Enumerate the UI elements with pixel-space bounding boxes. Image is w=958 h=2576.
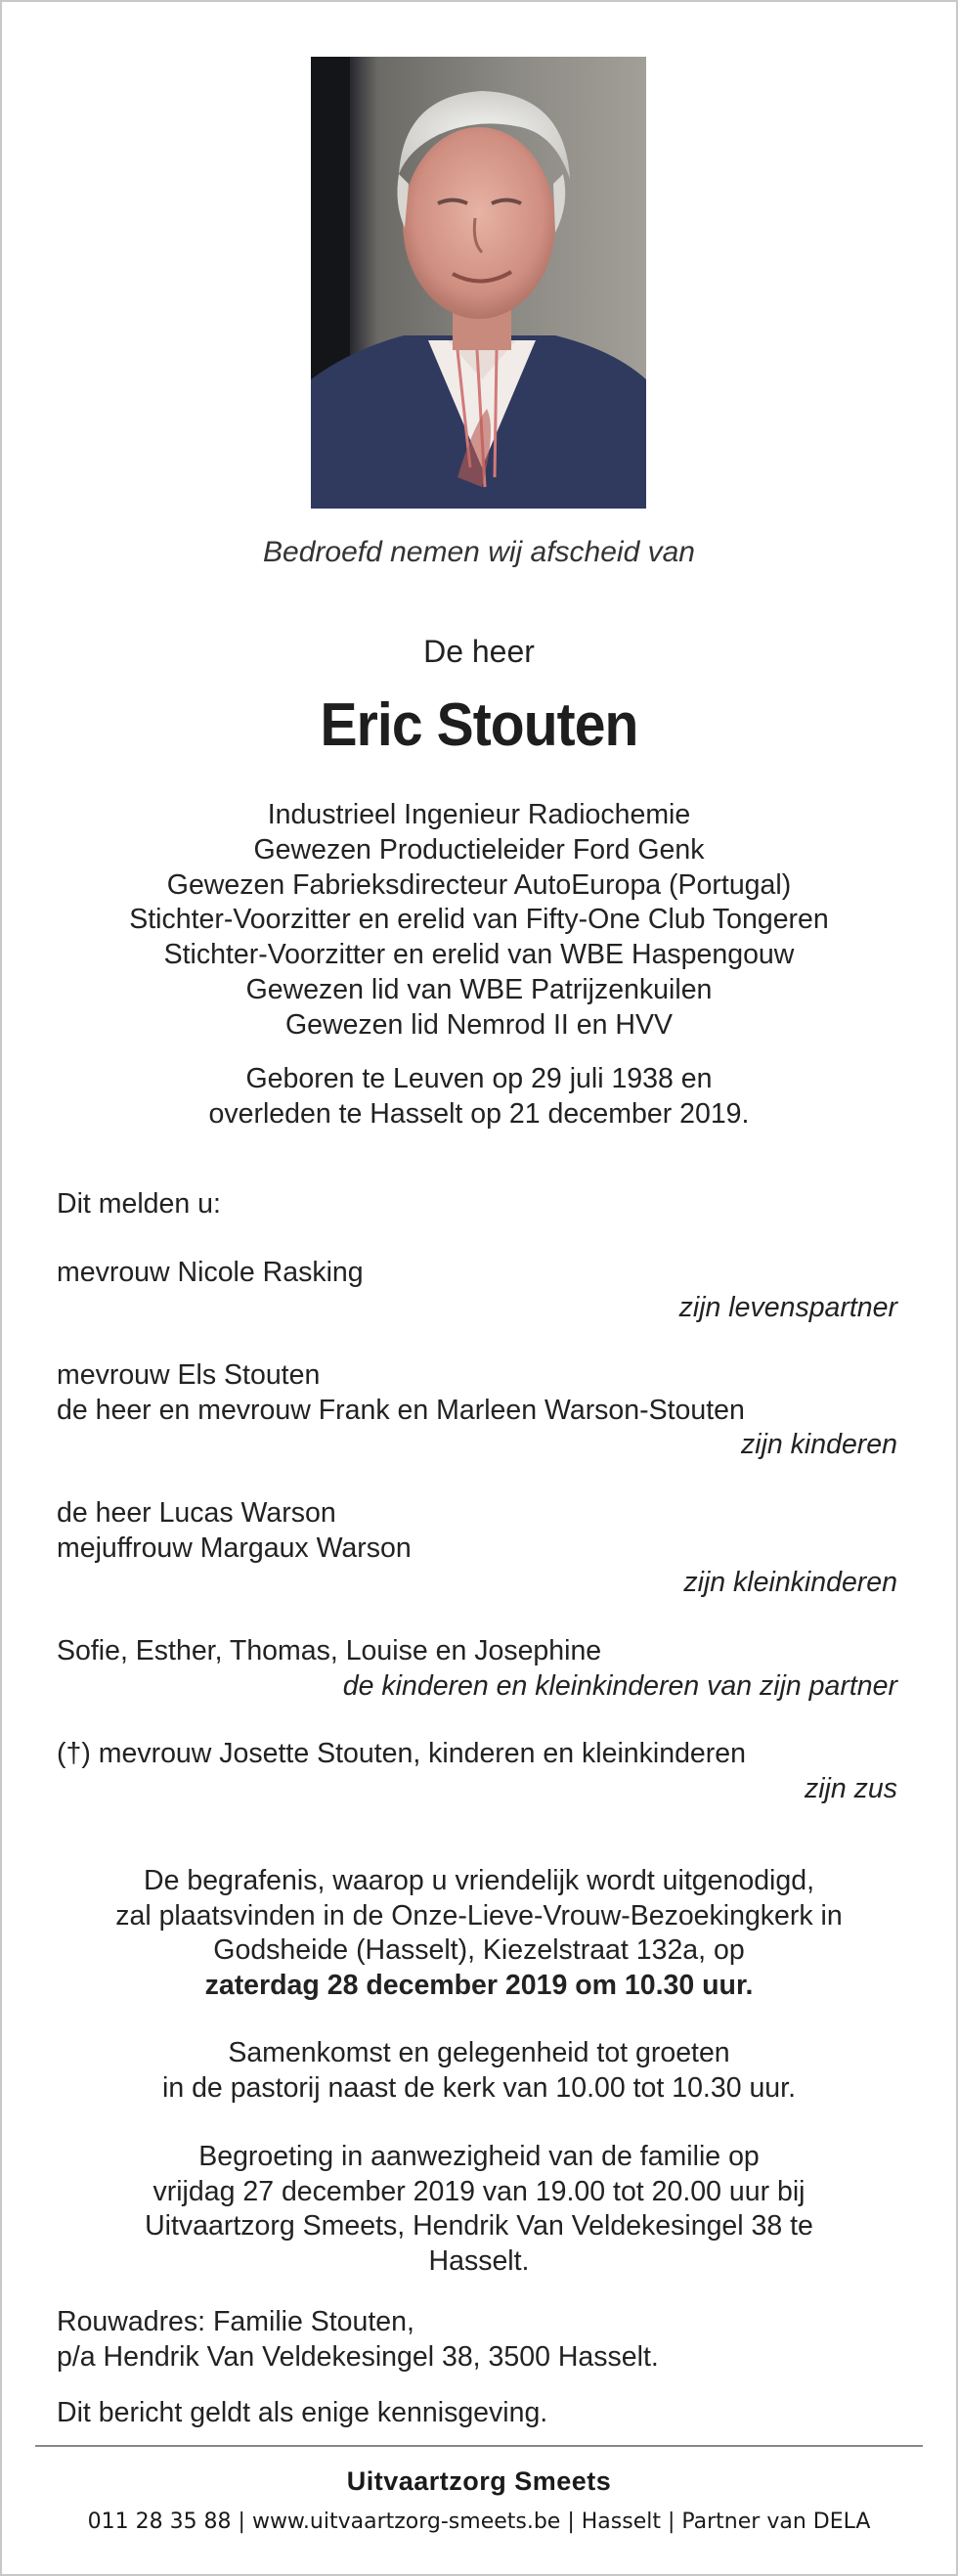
footer-divider xyxy=(35,2445,923,2447)
funeral-date-bold: zaterdag 28 december 2019 om 10.30 uur. xyxy=(204,1969,754,2001)
address-line: Rouwadres: Familie Stouten, xyxy=(57,2306,414,2337)
funeral-date xyxy=(0,1969,958,2004)
family-relation: zijn zus xyxy=(804,1772,897,1804)
gathering-info xyxy=(0,2036,958,2106)
viewing-line: Begroeting in aanwezigheid van de familie op xyxy=(198,2141,760,2172)
funeral-line: Godsheide (Hasselt), Kiezelstraat 132a, op xyxy=(213,1934,745,1966)
family-name: mevrouw Els Stouten xyxy=(57,1359,321,1391)
family-relation: de kinderen en kleinkinderen van zijn partner xyxy=(342,1669,897,1702)
funeral-line: zal plaatsvinden in de Onze-Lieve-Vrouw-Bezoekingkerk in xyxy=(115,1899,843,1932)
portrait-illustration xyxy=(311,57,646,509)
family-group-partner-children xyxy=(57,1634,897,1704)
footer-contact-line: 011 28 35 88 | www.uitvaartzorg-smeets.be | Hasselt | Partner van DELA xyxy=(87,2509,871,2534)
family-group-grandchildren xyxy=(57,1496,897,1601)
deceased-name: Eric Stouten xyxy=(320,691,638,759)
title-line: Industrieel Ingenieur Radiochemie xyxy=(267,799,691,830)
birth-line: Geboren te Leuven op 29 juli 1938 en xyxy=(245,1063,713,1094)
family-group-sister xyxy=(57,1737,897,1806)
title-line: Stichter-Voorzitter en erelid van Fifty-One Club Tongeren xyxy=(129,904,829,936)
title-line: Gewezen lid van WBE Patrijzenkuilen xyxy=(245,973,713,1005)
address-line: p/a Hendrik Van Veldekesingel 38, 3500 Hasselt. xyxy=(57,2340,659,2373)
title-line: Gewezen lid Nemrod II en HVV xyxy=(284,1008,673,1041)
title-line: Gewezen Fabrieksdirecteur AutoEuropa (Portugal) xyxy=(166,868,792,901)
birth-death-info xyxy=(0,1062,958,1133)
intro-text: Bedroefd nemen wij afscheid van xyxy=(263,536,695,568)
viewing-line: Uitvaartzorg Smeets, Hendrik Van Veldekesingel 38 te xyxy=(145,2210,813,2242)
family-group-partner xyxy=(57,1256,897,1325)
notice-line: Dit bericht geldt als enige kennisgeving. xyxy=(57,2397,548,2428)
viewing-info xyxy=(0,2140,958,2279)
announcers-intro xyxy=(57,1187,897,1222)
family-relation: zijn levenspartner xyxy=(678,1291,897,1323)
funeral-line: De begrafenis, waarop u vriendelijk wordt uitgenodigd, xyxy=(144,1865,814,1896)
family-relation: zijn kleinkinderen xyxy=(683,1567,897,1598)
notice-text xyxy=(57,2396,917,2431)
family-name: mevrouw Nicole Rasking xyxy=(57,1257,364,1288)
family-name: de heer Lucas Warson xyxy=(57,1497,336,1529)
family-name: mejuffrouw Margaux Warson xyxy=(57,1532,412,1564)
mourning-address xyxy=(57,2305,917,2375)
portrait-photo xyxy=(311,57,646,509)
gathering-line: Samenkomst en gelegenheid tot groeten xyxy=(228,2037,730,2068)
funeral-info xyxy=(0,1864,958,2003)
viewing-line: vrijdag 27 december 2019 van 19.00 tot 20.00 uur bij xyxy=(152,2175,806,2207)
family-relation: zijn kinderen xyxy=(740,1429,897,1460)
titles-list xyxy=(0,798,958,1044)
death-line: overleden te Hasselt op 21 december 2019. xyxy=(208,1097,750,1130)
salutation: De heer xyxy=(423,634,535,669)
title-line: Stichter-Voorzitter en erelid van WBE Haspengouw xyxy=(163,939,795,971)
title-line: Gewezen Productieleider Ford Genk xyxy=(253,833,705,866)
gathering-line: in de pastorij naast de kerk van 10.00 tot 10.30 uur. xyxy=(161,2071,796,2104)
family-name: de heer en mevrouw Frank en Marleen Warson-Stouten xyxy=(57,1394,745,1426)
family-name: (†) mevrouw Josette Stouten, kinderen en kleinkinderen xyxy=(57,1738,746,1769)
family-name: Sofie, Esther, Thomas, Louise en Josephine xyxy=(57,1635,602,1666)
announcers-intro-text: Dit melden u: xyxy=(57,1188,221,1220)
footer-company-name: Uitvaartzorg Smeets xyxy=(346,2466,612,2496)
viewing-line: Hasselt. xyxy=(428,2244,530,2277)
family-group-children xyxy=(57,1358,897,1463)
